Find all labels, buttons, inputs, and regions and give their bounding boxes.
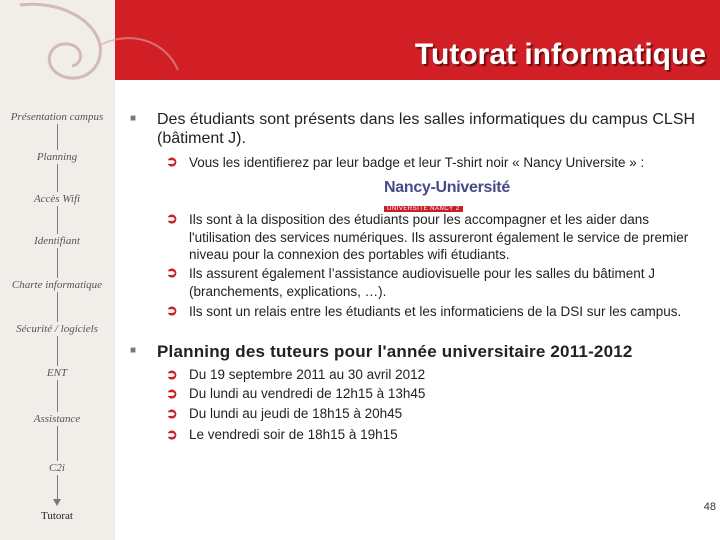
arrow-bullet-icon: ➲	[166, 426, 178, 442]
bullet-1-sub-3: Ils assurent également l’assistance audiovisuelle pour les salles du bâtiment J (branchements, explications, …).	[189, 266, 656, 299]
bullet-2-sub-2: Du lundi au vendredi de 12h15 à 13h45	[189, 386, 426, 401]
nav-item-c2i[interactable]: C2i	[2, 461, 112, 475]
arrow-bullet-icon: ➲	[166, 366, 178, 382]
arrow-bullet-icon: ➲	[166, 210, 178, 226]
bullet-square-icon: ■	[130, 113, 137, 124]
bullet-1-text: Des étudiants sont présents dans les salles informatiques du campus CLSH (bâtiment J).	[157, 111, 696, 147]
nav-item-planning[interactable]: Planning	[2, 150, 112, 164]
bullet-1-sub-1: Vous les identifierez par leur badge et leur T-shirt noir « Nancy Universite » :	[189, 155, 645, 170]
bullet-2-sub-1: Du 19 septembre 2011 au 30 avril 2012	[189, 367, 426, 382]
arrow-bullet-icon: ➲	[166, 405, 178, 421]
bullet-2-sub-3: Du lundi au jeudi de 18h15 à 20h45	[189, 406, 403, 421]
nancy-universite-logo: Nancy-Université UNIVERSITÉ NANCY 2	[384, 179, 510, 212]
bullet-2-text: Planning des tuteurs pour l'année universitaire 2011-2012	[157, 342, 633, 361]
bullet-square-icon: ■	[130, 345, 137, 356]
nav-item-acces-wifi[interactable]: Accès Wifi	[2, 192, 112, 206]
bullet-1-sub-2: Ils sont à la disposition des étudiants pour les accompagner et les aider dans l'utilisation des services numériques. Ils assureront également le service de premier niveau pour la connexion des portables wifi étudiants.	[189, 212, 689, 262]
nav-item-presentation-campus[interactable]: Présentation campus	[2, 110, 112, 124]
nav-connector-line	[57, 118, 58, 500]
arrow-bullet-icon: ➲	[166, 302, 178, 318]
nav-item-charte-informatique[interactable]: Charte informatique	[2, 278, 112, 292]
page-number: 48	[703, 501, 716, 513]
bullet-1-sub-4: Ils sont un relais entre les étudiants et les informaticiens de la DSI sur les campus.	[189, 304, 682, 319]
nav-item-ent[interactable]: ENT	[2, 366, 112, 380]
arrow-bullet-icon: ➲	[166, 385, 178, 401]
nav-item-securite-logiciels[interactable]: Sécurité / logiciels	[2, 322, 112, 336]
bullet-2-sub-4: Le vendredi soir de 18h15 à 19h15	[189, 427, 398, 442]
nav-arrow-icon	[53, 499, 61, 506]
decorative-swirl-icon	[0, 0, 180, 100]
arrow-bullet-icon: ➲	[166, 153, 178, 169]
page-title: Tutorat informatique	[414, 38, 706, 71]
nav-item-identifiant[interactable]: Identifiant	[2, 234, 112, 248]
arrow-bullet-icon: ➲	[166, 264, 178, 280]
nav-item-tutorat[interactable]: Tutorat	[2, 509, 112, 523]
nav-item-assistance[interactable]: Assistance	[2, 412, 112, 426]
